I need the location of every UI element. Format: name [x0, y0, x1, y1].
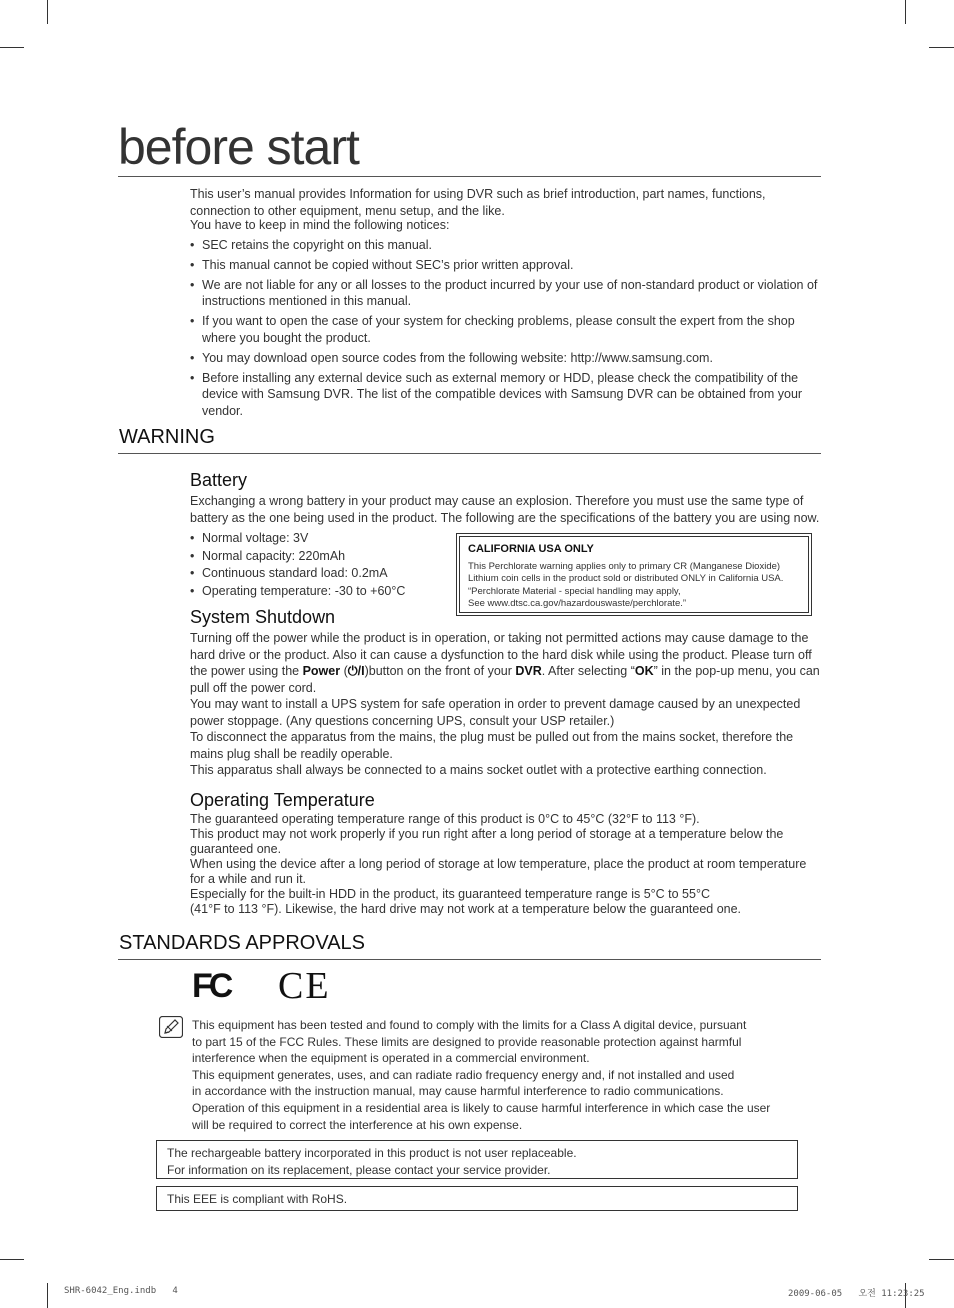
footer-timestamp: 2009-06-05 오전 11:23:25 — [788, 1289, 925, 1299]
intro-line: connection to other equipment, menu setup, and the like. — [190, 203, 505, 218]
list-item: • Normal voltage: 3V — [190, 530, 450, 547]
california-title: CALIFORNIA USA ONLY — [468, 543, 594, 555]
list-item: • We are not liable for any or all losses to the product incurred by your use of non-standard product or violation of instructions mentioned in this manual. — [190, 277, 822, 310]
shutdown-text: ” in the pop-up menu, you can pull off the power cord. — [190, 664, 820, 695]
notice-list — [190, 237, 822, 420]
shutdown-text: )button on the front of your — [364, 664, 516, 678]
list-item: • If you want to open the case of your system for checking problems, please consult the expert from the shop where you bought the product. — [190, 313, 822, 346]
fcc-note-line: interference when the equipment is operated in a commercial environment. — [192, 1051, 590, 1066]
california-line: Lithium coin cells in the product sold or distributed ONLY in California USA. — [468, 573, 784, 584]
fcc-note-line: This equipment has been tested and found to comply with the limits for a Class A digital device, pursuant — [192, 1018, 747, 1032]
shutdown-paragraph — [190, 630, 822, 696]
crop-mark — [47, 0, 48, 24]
fcc-note-line: will be required to correct the interference at his own expense. — [192, 1117, 523, 1132]
battery-replacement-box — [156, 1140, 798, 1179]
title-rule — [118, 176, 821, 177]
california-notice-inner — [459, 536, 809, 613]
temperature-heading: Operating Temperature — [190, 790, 375, 810]
rohs-box — [156, 1186, 798, 1211]
california-line: See www.dtsc.ca.gov/hazardouswaste/perchlorate.” — [468, 598, 687, 609]
rohs-text: This EEE is compliant with RoHS. — [167, 1192, 348, 1206]
california-line: This Perchlorate warning applies only to primary CR (Manganese Dioxide) — [468, 560, 781, 572]
footer-file-label: SHR-6042_Eng.indb 4 — [64, 1286, 178, 1296]
fcc-logo: FC — [192, 967, 230, 1005]
power-label: Power — [302, 664, 341, 678]
shutdown-paragraph: To disconnect the apparatus from the mains, the plug must be pulled out from the mains socket, therefore the mains plug shall be readily operable. — [190, 730, 794, 761]
shutdown-paragraph: You may want to install a UPS system for safe operation in order to prevent damage caused by an unexpected power stoppage. (Any questions concerning UPS, consult your USP retailer.) — [190, 697, 801, 728]
fcc-note — [192, 1017, 792, 1133]
power-icon: ⏻/I — [347, 664, 365, 678]
intro-line: This user’s manual provides Information for using DVR such as brief introduction, part names, functions, — [190, 187, 766, 201]
temperature-paragraph: When using the device after a long period of storage at low temperature, place the product at room temperature for a while and run it. — [190, 857, 807, 886]
crop-mark — [47, 1283, 48, 1308]
standards-heading: STANDARDS APPROVALS — [119, 932, 365, 954]
battery-box-line: For information on its replacement, please contact your service provider. — [167, 1162, 551, 1177]
note-pencil-icon — [159, 1016, 183, 1038]
standards-rule — [118, 959, 821, 960]
fcc-note-line: in accordance with the instruction manual, may cause harmful interference to radio communications. — [192, 1084, 724, 1099]
temperature-paragraph: The guaranteed operating temperature range of this product is 0°C to 45°C (32°F to 113 °F). — [190, 812, 700, 826]
california-notice-box — [456, 533, 812, 616]
warning-heading: WARNING — [119, 426, 215, 448]
battery-heading: Battery — [190, 470, 248, 490]
temperature-section — [190, 812, 822, 917]
shutdown-text: Turning off the power while the product is in operation, or taking not permitted actions may cause damage to the hard drive or the product. Also it can cause a dysfunction to the hard disk while using the product. Please turn off the power using the — [190, 631, 812, 678]
crop-mark — [929, 1259, 954, 1260]
list-item: • Operating temperature: -30 to +60°C — [190, 583, 450, 600]
temperature-paragraph: This product may not work properly if you run right after a long period of storage at a temperature below the guaranteed one. — [190, 827, 784, 856]
list-item: • You may download open source codes from the following website: http://www.samsung.com. — [190, 350, 822, 367]
page-title: before start — [118, 119, 359, 175]
list-item: • Continuous standard load: 0.2mA — [190, 565, 450, 582]
fcc-note-line: to part 15 of the FCC Rules. These limits are designed to provide reasonable protection against harmful — [192, 1034, 742, 1049]
list-item: • Normal capacity: 220mAh — [190, 548, 450, 565]
shutdown-paragraph: This apparatus shall always be connected to a mains socket outlet with a protective earthing connection. — [190, 763, 767, 777]
fcc-note-line: Operation of this equipment in a residential area is likely to cause harmful interference in which case the user — [192, 1100, 771, 1115]
warning-rule — [118, 453, 821, 454]
fcc-note-line: This equipment generates, uses, and can radiate radio frequency energy and, if not installed and used — [192, 1067, 735, 1082]
shutdown-heading: System Shutdown — [190, 607, 336, 627]
dvr-label: DVR — [515, 664, 542, 678]
crop-mark — [929, 47, 954, 48]
battery-spec-list — [190, 530, 450, 603]
list-item: • This manual cannot be copied without SEC’s prior written approval. — [190, 257, 822, 274]
crop-mark — [0, 47, 24, 48]
battery-text: Exchanging a wrong battery in your product may cause an explosion. Therefore you must use the same type of battery as the one being used in the product. The following are the specifications of the battery you are using now. — [190, 494, 820, 525]
california-line: “Perchlorate Material - special handling may apply, — [468, 585, 681, 597]
list-item: • Before installing any external device such as external memory or HDD, please check the compatibility of the device with Samsung DVR. The list of the compatible devices with Samsung DVR can be obtained from your vendor. — [190, 370, 822, 420]
ok-label: OK — [634, 664, 654, 678]
shutdown-text: . After selecting “ — [541, 664, 635, 678]
crop-mark — [905, 0, 906, 24]
intro-line: You have to keep in mind the following notices: — [190, 218, 450, 232]
ce-logo: CE — [278, 965, 331, 1007]
intro-section — [190, 186, 822, 423]
temperature-paragraph: Especially for the built-in HDD in the product, its guaranteed temperature range is 5°C to 55°C — [190, 887, 710, 901]
crop-mark — [0, 1259, 24, 1260]
list-item: • SEC retains the copyright on this manual. — [190, 237, 822, 254]
temperature-paragraph: (41°F to 113 °F). Likewise, the hard drive may not work at a temperature below the guaranteed one. — [190, 902, 742, 916]
battery-box-line: The rechargeable battery incorporated in this product is not user replaceable. — [167, 1146, 577, 1160]
shutdown-section — [190, 630, 822, 779]
shutdown-text: ( — [340, 664, 348, 678]
